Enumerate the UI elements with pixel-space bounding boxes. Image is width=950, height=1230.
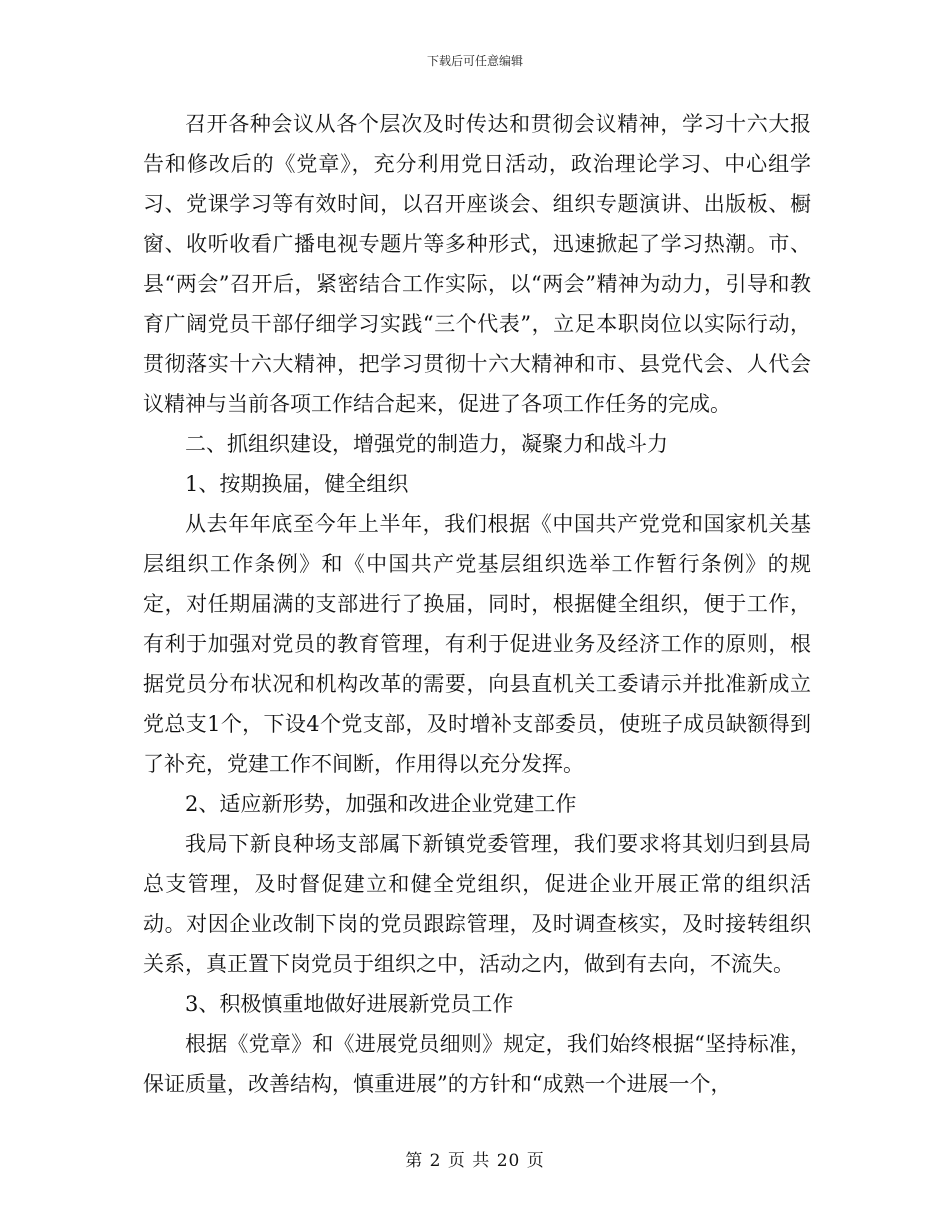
paragraph-election: 从去年年底至今年上半年，我们根据《中国共产党党和国家机关基层组织工作条例》和《中国共产党基层组织选举工作暂行条例》的规定，对任期届满的支部进行了换届，同时，根据健全组织，便于工作，有利于加强对党员的教育管理，有利于促进业务及经济工作的原则，根据党员分布状况和机构改革的需要，向县直机关工委请示并批准新成立党总支1个，下设4个党支部，及时增补支部委员，使班子成员缺额得到了补充，党建工作不间断，作用得以充分发挥。 <box>143 512 811 776</box>
document-body <box>143 104 811 1104</box>
subheading-enterprise: 2、适应新形势，加强和改进企业党建工作 <box>185 792 577 816</box>
paragraph-new-members: 根据《党章》和《进展党员细则》规定，我们始终根据“坚持标准，保证质量，改善结构，慎重进展”的方针和“成熟一个进展一个， <box>143 1032 811 1096</box>
section-heading-organization: 二、抓组织建设，增强党的制造力，凝聚力和战斗力 <box>185 432 668 456</box>
page-number: 第 2 页 共 20 页 <box>405 1151 545 1171</box>
subheading-new-members: 3、积极慎重地做好进展新党员工作 <box>185 992 514 1016</box>
paragraph-study-meetings: 召开各种会议从各个层次及时传达和贯彻会议精神，学习十六大报告和修改后的《党章》，充分利用党日活动，政治理论学习、中心组学习、党课学习等有效时间，以召开座谈会、组织专题演讲、出版板、橱窗、收听收看广播电视专题片等多种形式，迅速掀起了学习热潮。市、县“两会”召开后，紧密结合工作实际，以“两会”精神为动力，引导和教育广阔党员干部仔细学习实践“三个代表”，立足本职岗位以实际行动，贯彻落实十六大精神，把学习贯彻十六大精神和市、县党代会、人代会议精神与当前各项工作结合起来，促进了各项工作任务的完成。 <box>143 112 811 416</box>
subheading-election: 1、按期换届，健全组织 <box>185 472 409 496</box>
header-note: 下载后可任意编辑 <box>426 54 523 68</box>
paragraph-enterprise: 我局下新良种场支部属下新镇党委管理，我们要求将其划归到县局总支管理，及时督促建立和健全党组织，促进企业开展正常的组织活动。对因企业改制下岗的党员跟踪管理，及时调查核实，及时接转组织关系，真正置下岗党员于组织之中，活动之内，做到有去向，不流失。 <box>143 832 811 976</box>
